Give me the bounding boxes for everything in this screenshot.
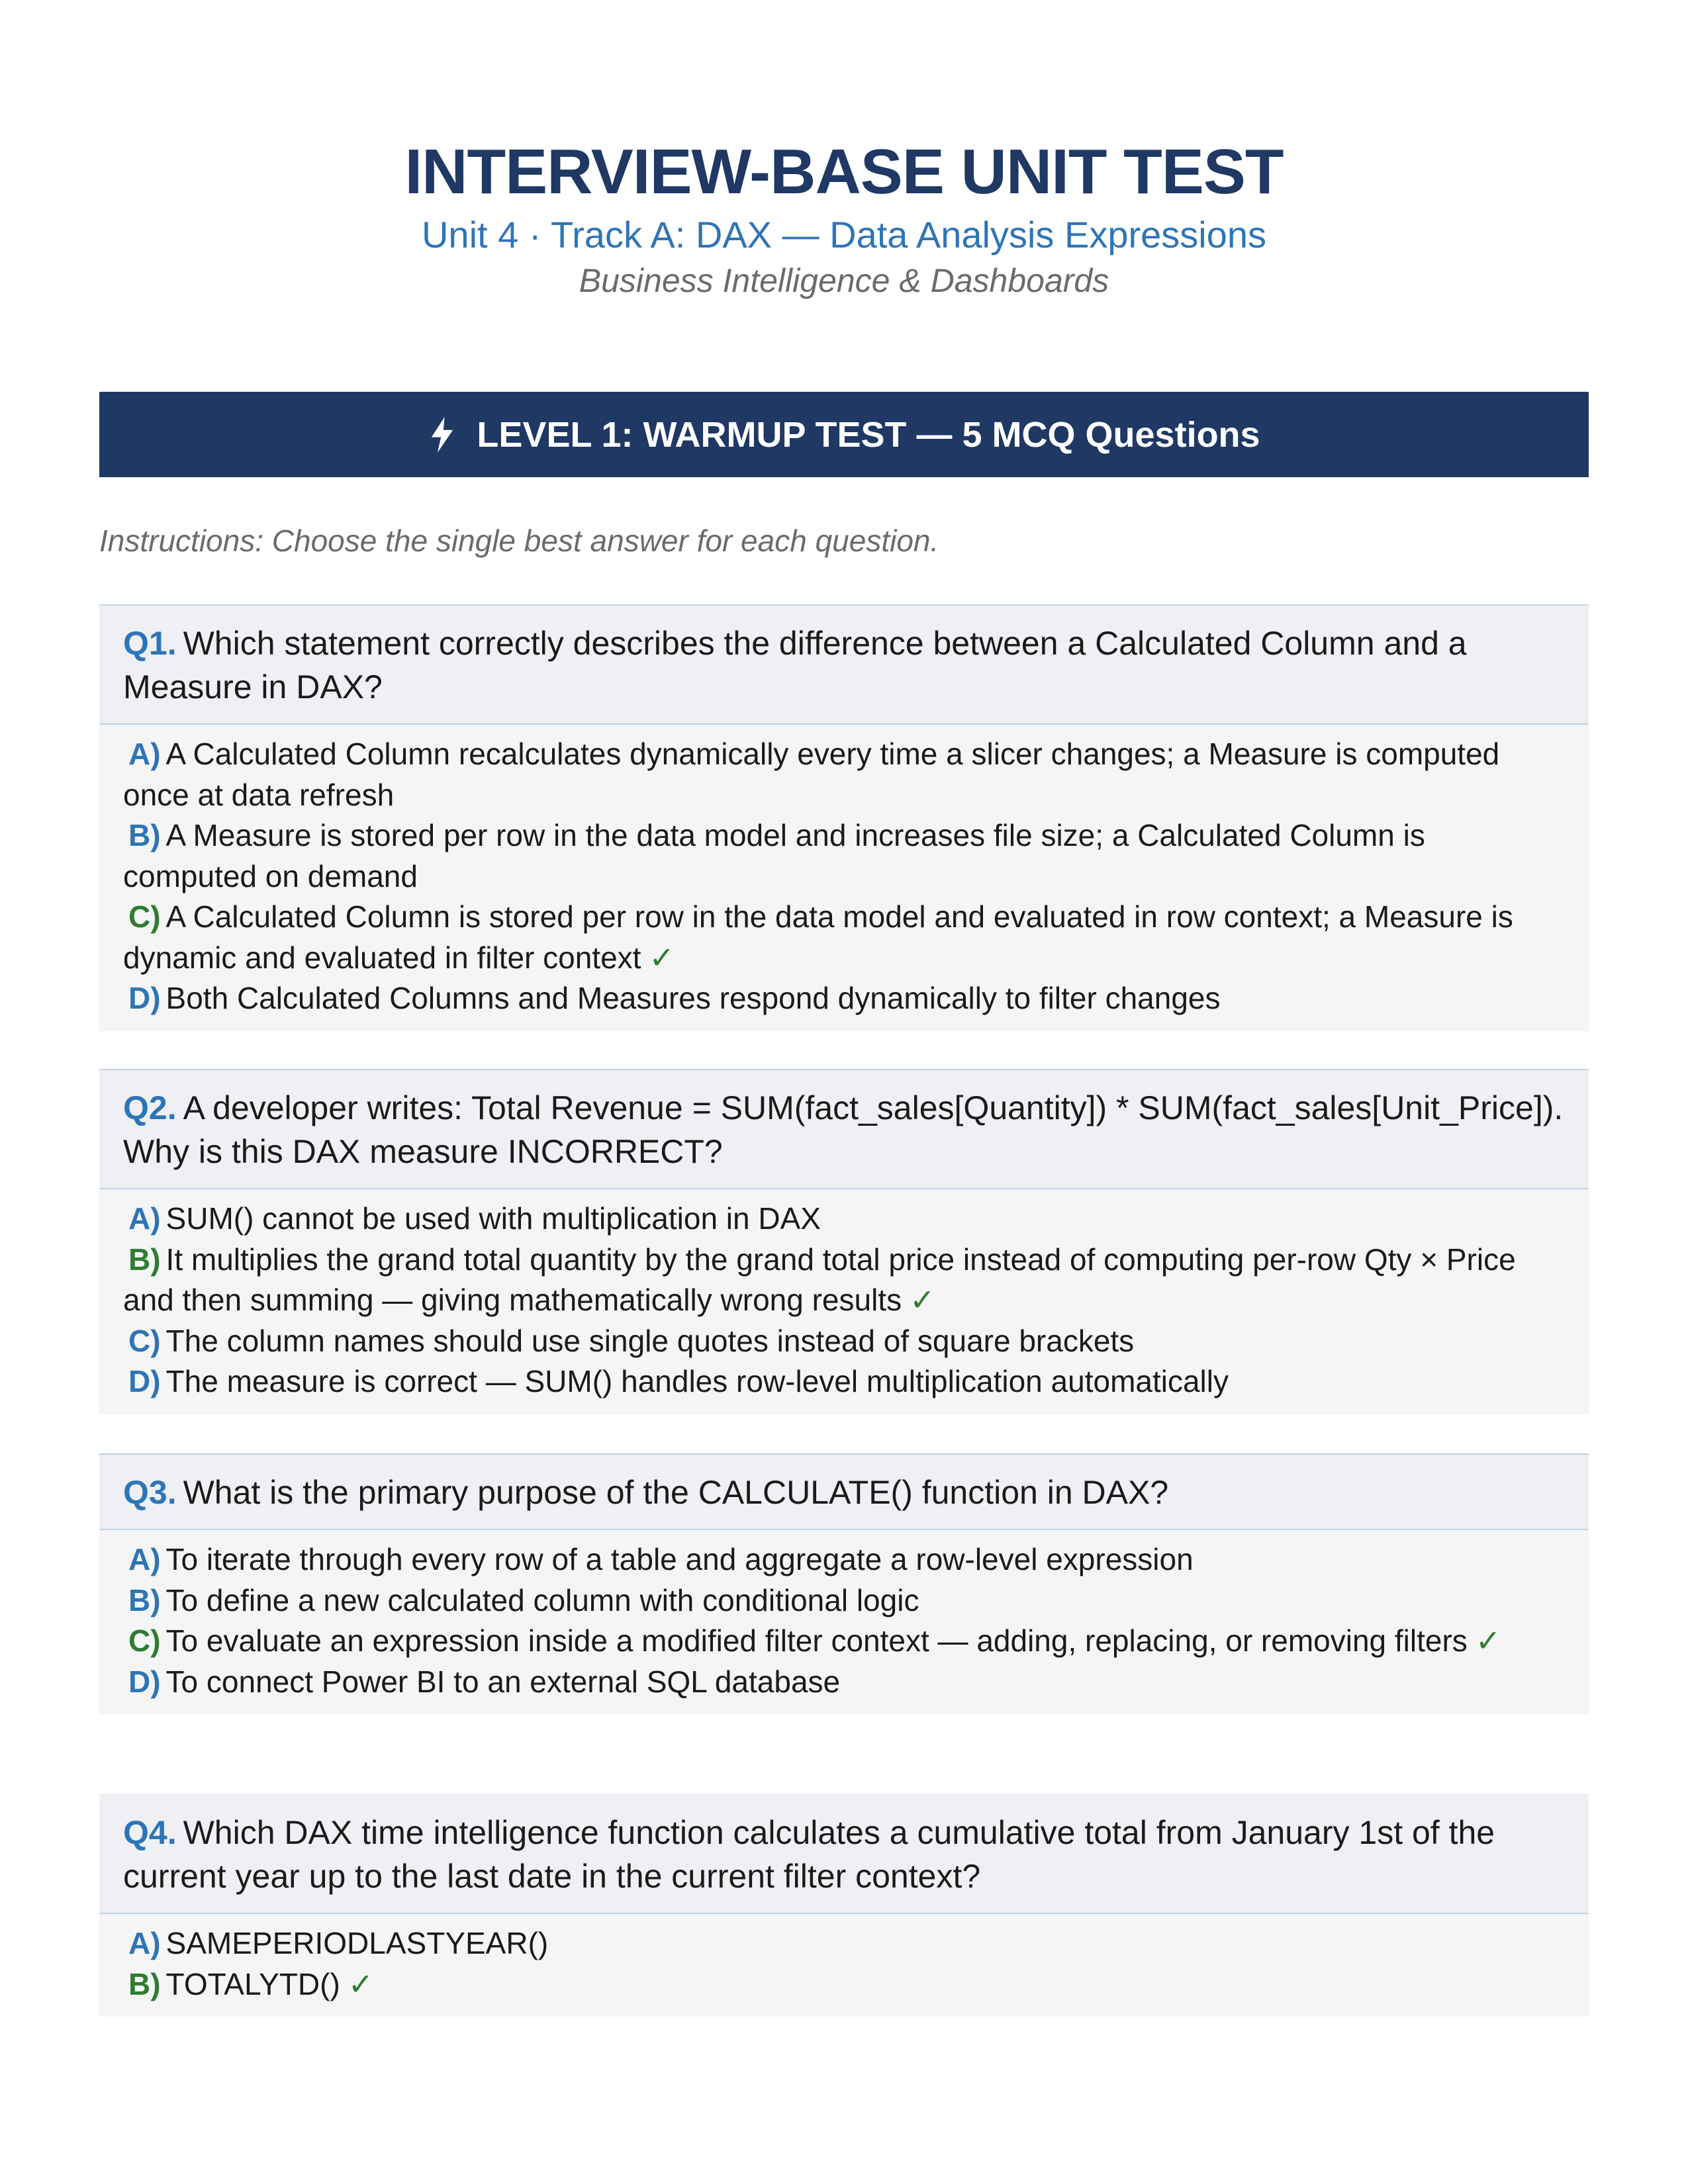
option-text: SAMEPERIODLASTYEAR() <box>165 1926 549 1960</box>
question-number: Q2. <box>123 1089 177 1126</box>
question-text: What is the primary purpose of the CALCULATE() function in DAX? <box>183 1474 1169 1511</box>
option-label: B) <box>128 1242 161 1277</box>
option-label: B) <box>128 1582 161 1617</box>
question-number: Q4. <box>123 1814 177 1851</box>
options-list <box>99 1530 1589 1714</box>
question-text: Which statement correctly describes the difference between a Calculated Column and a Measure in DAX? <box>123 625 1467 705</box>
option-text: It multiplies the grand total quantity by the grand total price instead of computing per-row Qty × Price and then summing — giving mathematically wrong results <box>123 1242 1516 1317</box>
option-b[interactable] <box>123 815 1565 897</box>
check-icon: ✓ <box>910 1283 935 1317</box>
option-label: D) <box>128 981 161 1015</box>
question-text: Which DAX time intelligence function calculates a cumulative total from January 1st of the current year up to the last date in the current filter context? <box>123 1814 1495 1895</box>
option-text: A Calculated Column is stored per row in the data model and evaluated in row context; a Measure is dynamic and evaluated in filter context <box>123 899 1513 975</box>
question-text: A developer writes: Total Revenue = SUM(fact_sales[Quantity]) * SUM(fact_sales[Unit_Price]). Why is this DAX measure INCORRECT? <box>123 1089 1564 1170</box>
option-a[interactable] <box>123 1539 1565 1580</box>
option-c[interactable] <box>123 1621 1565 1662</box>
question-header <box>99 1069 1589 1189</box>
page-title: INTERVIEW-BASE UNIT TEST <box>404 136 1284 207</box>
question-header <box>99 1453 1589 1530</box>
option-label: A) <box>128 737 161 771</box>
options-list <box>99 1189 1589 1414</box>
question-block <box>99 604 1589 1031</box>
option-d[interactable] <box>123 1361 1565 1402</box>
option-c[interactable] <box>123 1321 1565 1362</box>
check-icon: ✓ <box>1475 1623 1501 1658</box>
options-list <box>99 725 1589 1031</box>
option-label: C) <box>128 1623 161 1658</box>
lightning-bolt-icon <box>428 417 457 453</box>
option-text: A Calculated Column recalculates dynamically every time a slicer changes; a Measure is computed once at data refresh <box>123 737 1500 812</box>
options-list <box>99 1914 1589 2017</box>
option-text: The measure is correct — SUM() handles row-level multiplication automatically <box>165 1364 1229 1398</box>
unit-subtitle: Unit 4 · Track A: DAX — Data Analysis Expressions <box>421 214 1267 255</box>
check-icon: ✓ <box>649 940 675 975</box>
question-header <box>99 1794 1589 1914</box>
option-label: A) <box>128 1542 161 1576</box>
option-d[interactable] <box>123 1662 1565 1703</box>
question-block <box>99 1794 1589 2017</box>
option-b[interactable] <box>123 1964 1565 2005</box>
option-d[interactable] <box>123 978 1565 1019</box>
level-label: LEVEL 1: WARMUP TEST — 5 MCQ Questions <box>477 414 1260 455</box>
option-label: B) <box>128 818 161 852</box>
option-text: A Measure is stored per row in the data model and increases file size; a Calculated Column is computed on demand <box>123 818 1425 893</box>
question-block <box>99 1069 1589 1414</box>
check-icon: ✓ <box>348 1966 374 2001</box>
question-number: Q1. <box>123 625 177 662</box>
option-c[interactable] <box>123 897 1565 978</box>
question-header <box>99 604 1589 725</box>
level-banner <box>99 392 1589 477</box>
option-label: C) <box>128 1323 161 1358</box>
option-b[interactable] <box>123 1240 1565 1321</box>
option-text: To iterate through every row of a table and aggregate a row-level expression <box>165 1542 1194 1576</box>
option-label: A) <box>128 1201 161 1236</box>
option-a[interactable] <box>123 1923 1565 1964</box>
course-subtitle: Business Intelligence & Dashboards <box>579 262 1109 299</box>
instructions: Instructions: Choose the single best answer for each question. <box>99 523 939 558</box>
question-block <box>99 1453 1589 1714</box>
option-label: D) <box>128 1664 161 1699</box>
option-text: Both Calculated Columns and Measures respond dynamically to filter changes <box>165 981 1221 1015</box>
option-label: A) <box>128 1926 161 1960</box>
option-text: The column names should use single quotes instead of square brackets <box>165 1323 1135 1358</box>
option-label: D) <box>128 1364 161 1398</box>
option-label: C) <box>128 899 161 934</box>
option-a[interactable] <box>123 734 1565 815</box>
question-number: Q3. <box>123 1474 177 1511</box>
option-a[interactable] <box>123 1199 1565 1240</box>
option-b[interactable] <box>123 1580 1565 1621</box>
option-text: To define a new calculated column with conditional logic <box>165 1582 919 1617</box>
option-text: SUM() cannot be used with multiplication in DAX <box>165 1201 821 1236</box>
option-text: TOTALYTD() <box>165 1966 340 2001</box>
option-label: B) <box>128 1966 161 2001</box>
option-text: To evaluate an expression inside a modified filter context — adding, replacing, or removing filters <box>165 1623 1468 1658</box>
option-text: To connect Power BI to an external SQL database <box>165 1664 841 1699</box>
